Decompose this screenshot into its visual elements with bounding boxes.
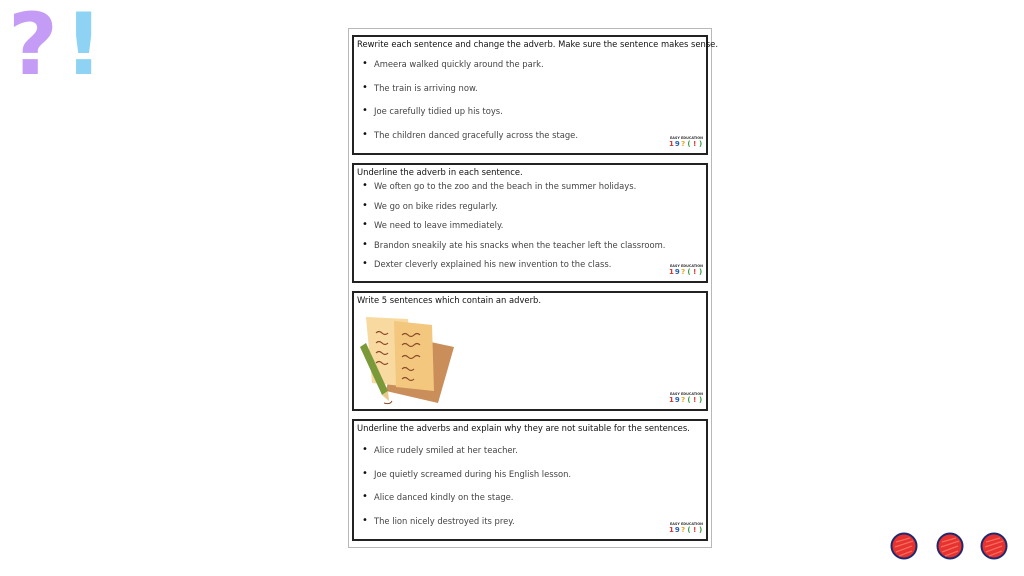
card-write-sentences [352, 291, 708, 411]
logo-mark: 1 [669, 526, 674, 534]
list-item: • Alice rudely smiled at her teacher. [362, 445, 571, 455]
worksheet [348, 28, 718, 548]
list-item: • Ameera walked quickly around the park. [362, 59, 578, 69]
logo-mark: ( [687, 268, 691, 276]
list-item: • The children danced gracefully across the stage. [362, 130, 578, 140]
list-item: • The lion nicely destroyed its prey. [362, 516, 571, 526]
list-item: • We need to leave immediately. [362, 220, 665, 230]
logo-text: EASY EDUCATION [669, 264, 703, 268]
logo-text: EASY EDUCATION [669, 522, 703, 526]
logo-text: EASY EDUCATION [669, 136, 703, 140]
logo-mark: ? [681, 140, 686, 148]
logo-mark: ! [693, 268, 697, 276]
logo-mark: ? [681, 526, 686, 534]
card-title: Write 5 sentences which contain an adverb. [357, 295, 542, 305]
logo-mark: ! [693, 396, 697, 404]
list-item: • Alice danced kindly on the stage. [362, 492, 571, 502]
logo-mark: 1 [669, 396, 674, 404]
logo-mark: ) [698, 140, 703, 148]
logo-mark: ! [693, 526, 697, 534]
logo-mark: 9 [674, 140, 680, 148]
list-item: • We often go to the zoo and the beach in the summer holidays. [362, 181, 665, 191]
logo-mark: ! [693, 140, 697, 148]
paper-and-pen-icon [358, 311, 458, 407]
nav-dot-1-icon[interactable] [890, 532, 918, 560]
logo-mark: 1 [669, 268, 674, 276]
logo-mark: 9 [674, 396, 680, 404]
logo-text: EASY EDUCATION [669, 392, 703, 396]
brand-logo [669, 522, 703, 536]
brand-logo [669, 264, 703, 278]
card-rewrite-adverb [352, 35, 718, 155]
logo-mark: ( [687, 526, 691, 534]
card-underline-adverb [352, 163, 708, 283]
logo-mark: 9 [674, 526, 680, 534]
nav-dot-2-icon[interactable] [936, 532, 964, 560]
logo-mark: ) [698, 268, 703, 276]
logo-mark: ) [698, 396, 703, 404]
question-mark-icon: ? [8, 0, 58, 95]
nav-dots [890, 532, 1012, 562]
list-item: • The train is arriving now. [362, 83, 578, 93]
logo-mark: ( [687, 396, 691, 404]
card-explain-adverbs [352, 419, 708, 541]
list-item: • We go on bike rides regularly. [362, 201, 665, 211]
exclamation-mark-icon: ! [64, 0, 104, 95]
logo-mark: 9 [674, 268, 680, 276]
brand-logo [669, 392, 703, 406]
nav-dot-3-icon[interactable] [980, 532, 1008, 560]
list-item: • Joe carefully tidied up his toys. [362, 106, 578, 116]
list-item: • Dexter cleverly explained his new invention to the class. [362, 259, 665, 269]
logo-mark: ) [698, 526, 703, 534]
list-item: • Joe quietly screamed during his English lesson. [362, 469, 571, 479]
brand-logo [669, 136, 703, 150]
logo-mark: ? [681, 268, 686, 276]
logo-mark: 1 [669, 140, 674, 148]
card-title: Rewrite each sentence and change the adverb. Make sure the sentence makes sense. [357, 39, 718, 49]
logo-mark: ? [681, 396, 686, 404]
card-title: Underline the adverb in each sentence. [357, 167, 523, 177]
list-item: • Brandon sneakily ate his snacks when the teacher left the classroom. [362, 240, 665, 250]
logo-mark: ( [687, 140, 691, 148]
card-title: Underline the adverbs and explain why they are not suitable for the sentences. [357, 423, 690, 433]
